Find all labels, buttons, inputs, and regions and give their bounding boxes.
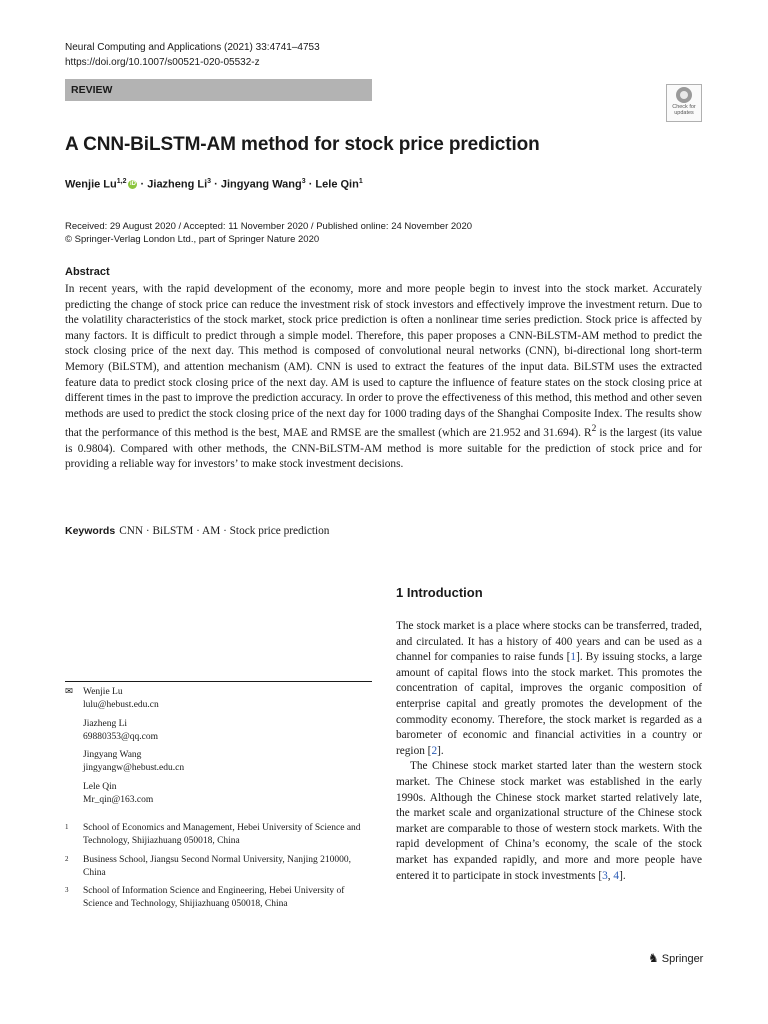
affiliations — [65, 822, 375, 917]
horse-icon: ♞ — [648, 951, 659, 965]
abstract-text: In recent years, with the rapid development of the economy, more and more people begin to invest into the stock market. Accurately predicting the change of stock price can reduce the investment risk of stock investors and effectively improve the investment return. Due to the volatility characteristics of the stock market, stock price prediction is often a nonlinear time series prediction. Stock price is affected by many factors. It is difficult to predict through a simple model. Therefore, this paper proposes a CNN-BiLSTM-AM method to predict the stock closing price of the next day. This method is composed of convolutional neural networks (CNN), bi-directional long short-term Memory (BiLSTM), and attention mechanism (AM). CNN is used to extract the features of the input data. BiLSTM uses the extracted feature data to predict stock closing price of the next day. AM is used to capture the influence of feature states on the stock closing price at different times in the past to improve the prediction accuracy. In order to prove the effectiveness of this method, this method and other seven methods are used to predict the stock closing price of the next day for 1000 trading days of the Shanghai Composite Index. The results show that the performance of this method is the best, MAE and RMSE are the smallest (which are 21.952 and 31.694). R — [65, 283, 702, 440]
footnote-divider — [65, 681, 372, 682]
intro-paragraph — [396, 759, 702, 884]
author-list — [65, 178, 363, 191]
badge-line-1: Check for — [672, 104, 696, 110]
intro-paragraph — [396, 619, 702, 759]
keywords-list: CNN · BiLSTM · AM · Stock price prediction — [119, 525, 330, 537]
mail-icon: ✉ — [65, 687, 73, 697]
intro-text: ]. — [437, 744, 444, 757]
keywords-label: Keywords — [65, 525, 116, 537]
affiliation-text: School of Economics and Management, Hebei University of Science and Technology, Shijiazhuang 050018, China — [83, 823, 361, 847]
introduction-body — [396, 619, 702, 884]
author-separator: · — [305, 178, 316, 191]
author-affil-sup: 1 — [358, 178, 363, 185]
section-label: REVIEW — [65, 79, 372, 101]
affiliation — [65, 822, 375, 849]
author-name[interactable]: Jiazheng Li — [147, 178, 208, 191]
abstract-body — [65, 282, 702, 473]
author-affil-sup: 1,2 — [116, 178, 127, 185]
keywords — [65, 525, 329, 537]
contact-name: Jingyang Wang — [83, 750, 142, 761]
citation-link[interactable]: 2 — [431, 744, 438, 757]
publisher-name: Springer — [661, 953, 704, 965]
orcid-icon[interactable]: iD — [129, 181, 136, 188]
paper-title: A CNN-BiLSTM-AM method for stock price prediction — [65, 134, 540, 155]
author-affil-sup: 3 — [207, 178, 212, 185]
journal-header — [65, 40, 320, 70]
publication-history — [65, 220, 472, 246]
contact-name: Wenjie Lu — [83, 687, 123, 697]
contact-email[interactable]: jingyangw@hebust.edu.cn — [83, 763, 185, 774]
publisher-logo — [648, 951, 703, 965]
check-for-updates-badge[interactable] — [666, 84, 702, 122]
contact-name: Jiazheng Li — [83, 718, 128, 729]
intro-text: ]. By issuing stocks, a large amount of capital flows into the stock market. This promotes the concentration of capital, improves the organic composition of enterprise capital and greatly promotes the development of the commodity economy. Therefore, the stock market is regarded as a barometer of economic and financial activities in a country or region [ — [396, 651, 702, 757]
author-name[interactable]: Lele Qin — [315, 178, 359, 191]
badge-line-2: updates — [674, 110, 694, 116]
affiliation — [65, 885, 375, 912]
affiliation-text: School of Information Science and Engineering, Hebei University of Science and Technology, Shijiazhuang 050018, China — [83, 886, 345, 910]
doi-link[interactable]: https://doi.org/10.1007/s00521-020-05532-z — [65, 57, 260, 68]
contact-name: Lele Qin — [83, 781, 117, 792]
abstract-heading: Abstract — [65, 266, 110, 278]
author-name[interactable]: Wenjie Lu — [65, 178, 117, 191]
author-separator: · — [137, 178, 148, 191]
affiliation-text: Business School, Jiangsu Second Normal University, Nanjing 210000, China — [83, 854, 352, 878]
section-heading-introduction: 1 Introduction — [396, 585, 483, 600]
dates-line: Received: 29 August 2020 / Accepted: 11 November 2020 / Published online: 24 November 2020 — [65, 221, 473, 232]
r-squared-sup: 2 — [591, 424, 597, 435]
corresponding-authors — [65, 686, 375, 812]
affiliation-number: 2 — [65, 854, 69, 863]
contact-email[interactable]: Mr_qin@163.com — [83, 795, 154, 806]
intro-text: ]. — [619, 869, 626, 882]
journal-citation: Neural Computing and Applications (2021) 33:4741–4753 — [65, 42, 320, 53]
citation-link[interactable]: 4 — [613, 869, 620, 882]
citation-link[interactable]: 3 — [602, 869, 608, 882]
copyright-line: © Springer-Verlag London Ltd., part of Springer Nature 2020 — [65, 234, 320, 245]
abstract-text-cont: is the largest (its value is 0.9804). Compared with other methods, the CNN-BiLSTM-AM method is more suitable for the prediction of stock price and for providing a reliable way for investors’ to make stock investment decisions. — [65, 427, 703, 471]
affiliation-number: 1 — [65, 823, 69, 831]
affiliation-number: 3 — [65, 886, 69, 895]
intro-text: , — [607, 869, 614, 882]
contact-email[interactable]: 69880353@qq.com — [83, 731, 158, 742]
intro-text: The Chinese stock market started later than the western stock market. The Chinese stock market was established in the early 1990s. Although the Chinese stock market started relatively late, the market scale and organizational structure of the Chinese stock market are comparable to those of western stock markets. With the rapid development of China’s economy, the scale of the stock market has expanded rapidly, and more and more people have entered it to participate in stock investments [ — [396, 760, 702, 882]
author-affil-sup: 3 — [301, 178, 306, 185]
contact-email[interactable]: lulu@hebust.edu.cn — [83, 700, 159, 711]
update-check-icon — [676, 87, 692, 103]
author-name[interactable]: Jingyang Wang — [220, 178, 302, 191]
author-separator: · — [211, 178, 221, 191]
intro-text: The stock market is a place where stocks can be transferred, traded, and circulated. It has a history of 400 years and can be used as a channel for companies to raise funds [ — [396, 620, 702, 664]
affiliation — [65, 854, 375, 881]
author-contact — [65, 718, 375, 745]
author-contact — [65, 749, 375, 776]
author-contact — [65, 686, 375, 713]
author-contact — [65, 781, 375, 808]
citation-link[interactable]: 1 — [570, 651, 577, 664]
